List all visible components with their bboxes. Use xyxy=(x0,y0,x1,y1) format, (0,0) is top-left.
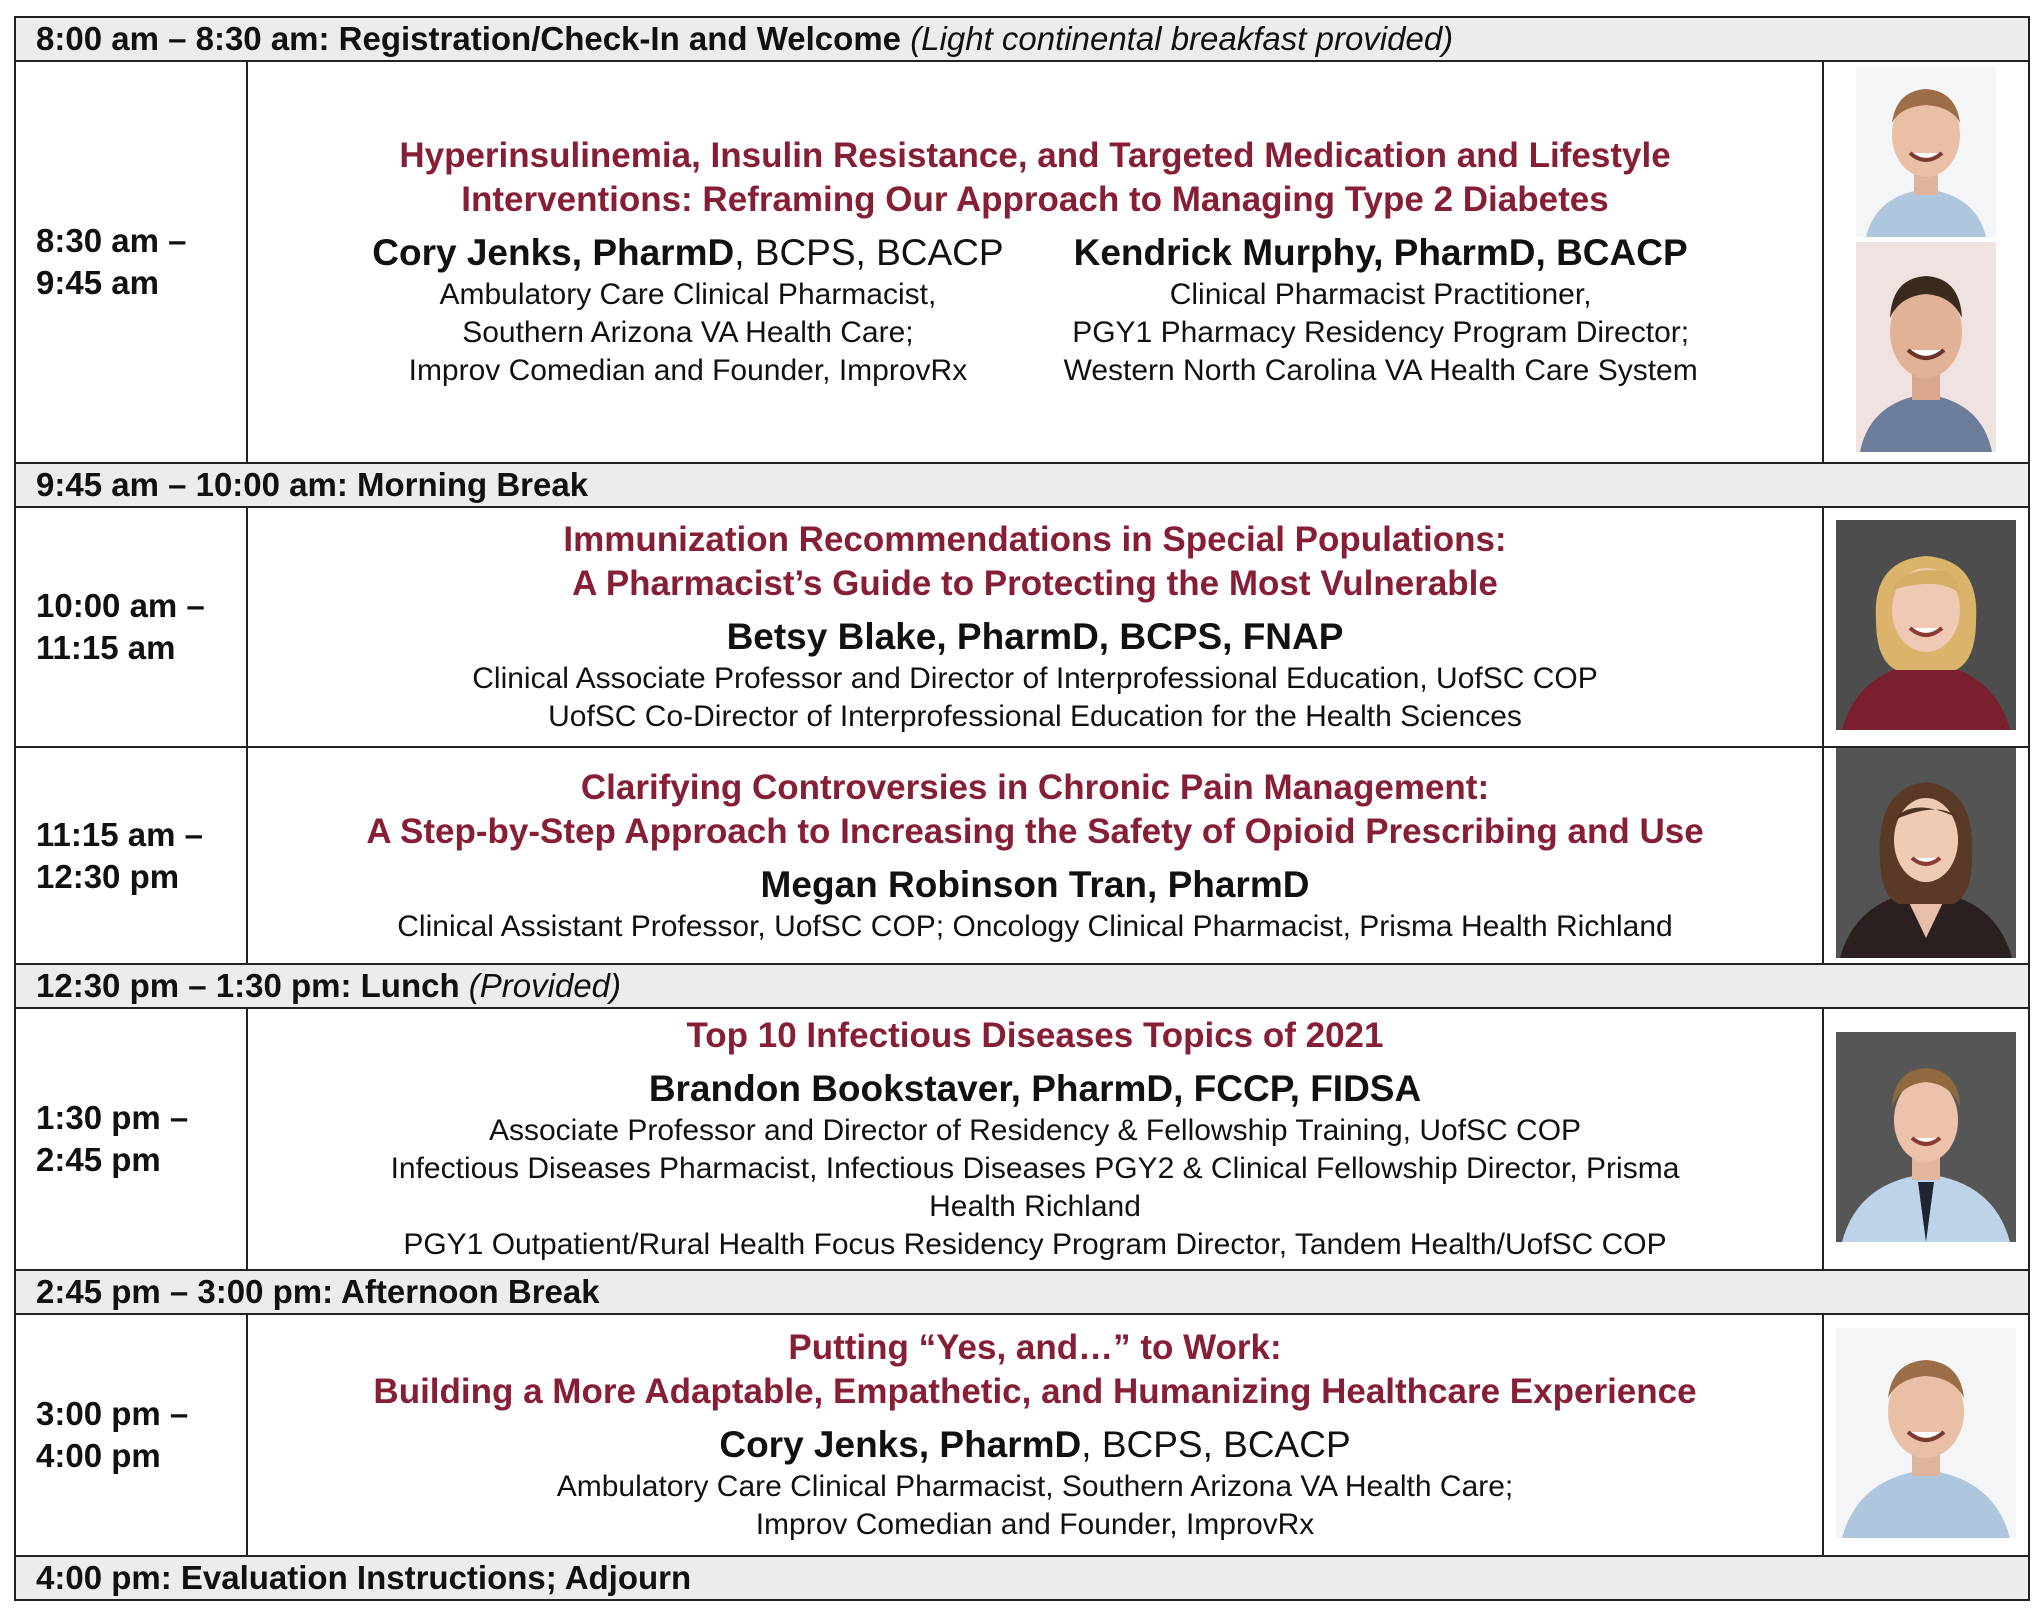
session-1-title-line1: Hyperinsulinemia, Insulin Resistance, and Targeted Medication and Lifestyle xyxy=(399,136,1671,175)
session-5-time-start: 3:00 pm – xyxy=(36,1395,189,1432)
morning-break-band: 9:45 am – 10:00 am: Morning Break xyxy=(15,463,2029,507)
session-4-speaker: Brandon Bookstaver, PharmD, FCCP, FIDSA xyxy=(648,1068,1422,1109)
session-2-aff1: Clinical Associate Professor and Director of Interprofessional Education, UofSC COP xyxy=(472,662,1598,695)
session-4-time xyxy=(15,1008,247,1270)
session-5-photo-cell xyxy=(1823,1314,2029,1556)
session-2-aff2: UofSC Co-Director of Interprofessional Education for the Health Sciences xyxy=(548,700,1522,733)
registration-row xyxy=(15,17,2029,61)
session-2-content xyxy=(247,507,1823,747)
speaker-cory-jenks xyxy=(372,230,1003,390)
adjourn-row xyxy=(15,1556,2029,1600)
session-4-content xyxy=(247,1008,1823,1270)
speaker-1-name: Cory Jenks, PharmD xyxy=(372,232,735,273)
session-3-speaker: Megan Robinson Tran, PharmD xyxy=(760,863,1310,905)
afternoon-break-row xyxy=(15,1270,2029,1314)
afternoon-break-band: 2:45 pm – 3:00 pm: Afternoon Break xyxy=(15,1270,2029,1314)
session-3-time xyxy=(15,747,247,964)
session-3-time-start: 11:15 am – xyxy=(36,815,203,853)
session-4-title: Top 10 Infectious Diseases Topics of 2021 xyxy=(686,1016,1384,1055)
session-5-title-line2: Building a More Adaptable, Empathetic, and Humanizing Healthcare Experience xyxy=(373,1372,1697,1411)
lunch-row xyxy=(15,964,2029,1008)
adjourn-band: 4:00 pm: Evaluation Instructions; Adjourn xyxy=(15,1556,2029,1600)
session-5-row xyxy=(15,1314,2029,1556)
speaker-2-aff2: PGY1 Pharmacy Residency Program Director; xyxy=(1072,316,1690,349)
speaker-2-aff1: Clinical Pharmacist Practitioner, xyxy=(1169,278,1592,311)
photo-betsy-blake xyxy=(1836,520,2016,730)
photo-megan-robinson-tran xyxy=(1836,748,2016,958)
session-1-photos xyxy=(1823,61,2029,463)
session-3-time-end: 12:30 pm xyxy=(36,857,180,895)
session-5-content xyxy=(247,1314,1823,1556)
speaker-1-aff1: Ambulatory Care Clinical Pharmacist, xyxy=(439,278,937,311)
session-2-title-line1: Immunization Recommendations in Special Populations: xyxy=(563,520,1507,559)
session-3-photo-cell xyxy=(1823,747,2029,964)
session-1-speakers xyxy=(248,230,1822,390)
session-4-photo-cell xyxy=(1823,1008,2029,1270)
session-5-speaker-name: Cory Jenks, PharmD xyxy=(719,1424,1082,1465)
session-5-title-line1: Putting “Yes, and…” to Work: xyxy=(788,1328,1282,1367)
session-2-time xyxy=(15,507,247,747)
session-3-title-line1: Clarifying Controversies in Chronic Pain Management: xyxy=(580,767,1490,807)
session-4-time-start: 1:30 pm – xyxy=(36,1099,189,1136)
session-4-aff2: Infectious Diseases Pharmacist, Infectious Diseases PGY2 & Clinical Fellowship Director, Prisma xyxy=(390,1152,1680,1185)
registration-band xyxy=(15,17,2029,61)
speaker-2-aff3: Western North Carolina VA Health Care System xyxy=(1063,354,1698,387)
speaker-kendrick-murphy xyxy=(1064,230,1698,390)
session-5-time-end: 4:00 pm xyxy=(36,1437,161,1474)
speaker-1-aff2: Southern Arizona VA Health Care; xyxy=(462,316,914,349)
schedule-table xyxy=(14,16,2030,1601)
session-2-time-end: 11:15 am xyxy=(36,629,176,666)
photo-brandon-bookstaver xyxy=(1836,1032,2016,1242)
photo-cory-jenks-2 xyxy=(1836,1328,2016,1538)
session-3-content xyxy=(247,747,1823,964)
session-2-photo-cell xyxy=(1823,507,2029,747)
morning-break-row xyxy=(15,463,2029,507)
speaker-2-name: Kendrick Murphy, PharmD, BCACP xyxy=(1073,232,1688,273)
session-4-aff3: Health Richland xyxy=(929,1190,1141,1223)
session-3-row xyxy=(15,747,2029,964)
speaker-1-cred: , BCPS, BCACP xyxy=(734,232,1004,273)
session-5-time xyxy=(15,1314,247,1556)
session-2-title-line2: A Pharmacist’s Guide to Protecting the Most Vulnerable xyxy=(572,564,1498,603)
lunch-band xyxy=(15,964,2029,1008)
session-2-speaker: Betsy Blake, PharmD, BCPS, FNAP xyxy=(726,616,1344,657)
session-5-aff2: Improv Comedian and Founder, ImprovRx xyxy=(755,1508,1315,1541)
session-1-content xyxy=(247,61,1823,463)
session-4-row xyxy=(15,1008,2029,1270)
session-5-speaker-cred: , BCPS, BCACP xyxy=(1081,1424,1351,1465)
lunch-note: (Provided) xyxy=(468,967,622,1004)
session-1-time-end: 9:45 am xyxy=(36,264,159,301)
photo-kendrick-murphy xyxy=(1856,242,1996,452)
session-5-aff1: Ambulatory Care Clinical Pharmacist, Southern Arizona VA Health Care; xyxy=(556,1470,1514,1503)
photo-cory-jenks xyxy=(1856,67,1996,237)
lunch-label: 12:30 pm – 1:30 pm: Lunch xyxy=(36,967,460,1004)
session-1-row xyxy=(15,61,2029,463)
session-2-row xyxy=(15,507,2029,747)
session-1-title-line2: Interventions: Reframing Our Approach to Managing Type 2 Diabetes xyxy=(461,180,1609,219)
session-1-time-start: 8:30 am – xyxy=(36,222,187,259)
session-2-time-start: 10:00 am – xyxy=(36,587,205,624)
session-1-time xyxy=(15,61,247,463)
session-3-aff1: Clinical Assistant Professor, UofSC COP; Oncology Clinical Pharmacist, Prisma Health Richland xyxy=(397,909,1673,943)
session-4-aff4: PGY1 Outpatient/Rural Health Focus Residency Program Director, Tandem Health/UofSC COP xyxy=(403,1228,1667,1261)
registration-label: 8:00 am – 8:30 am: Registration/Check-In and Welcome xyxy=(36,20,902,57)
session-4-time-end: 2:45 pm xyxy=(36,1141,161,1178)
registration-note: (Light continental breakfast provided) xyxy=(910,20,1454,57)
speaker-1-aff3: Improv Comedian and Founder, ImprovRx xyxy=(408,354,968,387)
session-3-title-line2: A Step-by-Step Approach to Increasing the Safety of Opioid Prescribing and Use xyxy=(366,811,1704,851)
session-4-aff1: Associate Professor and Director of Residency & Fellowship Training, UofSC COP xyxy=(488,1114,1582,1147)
